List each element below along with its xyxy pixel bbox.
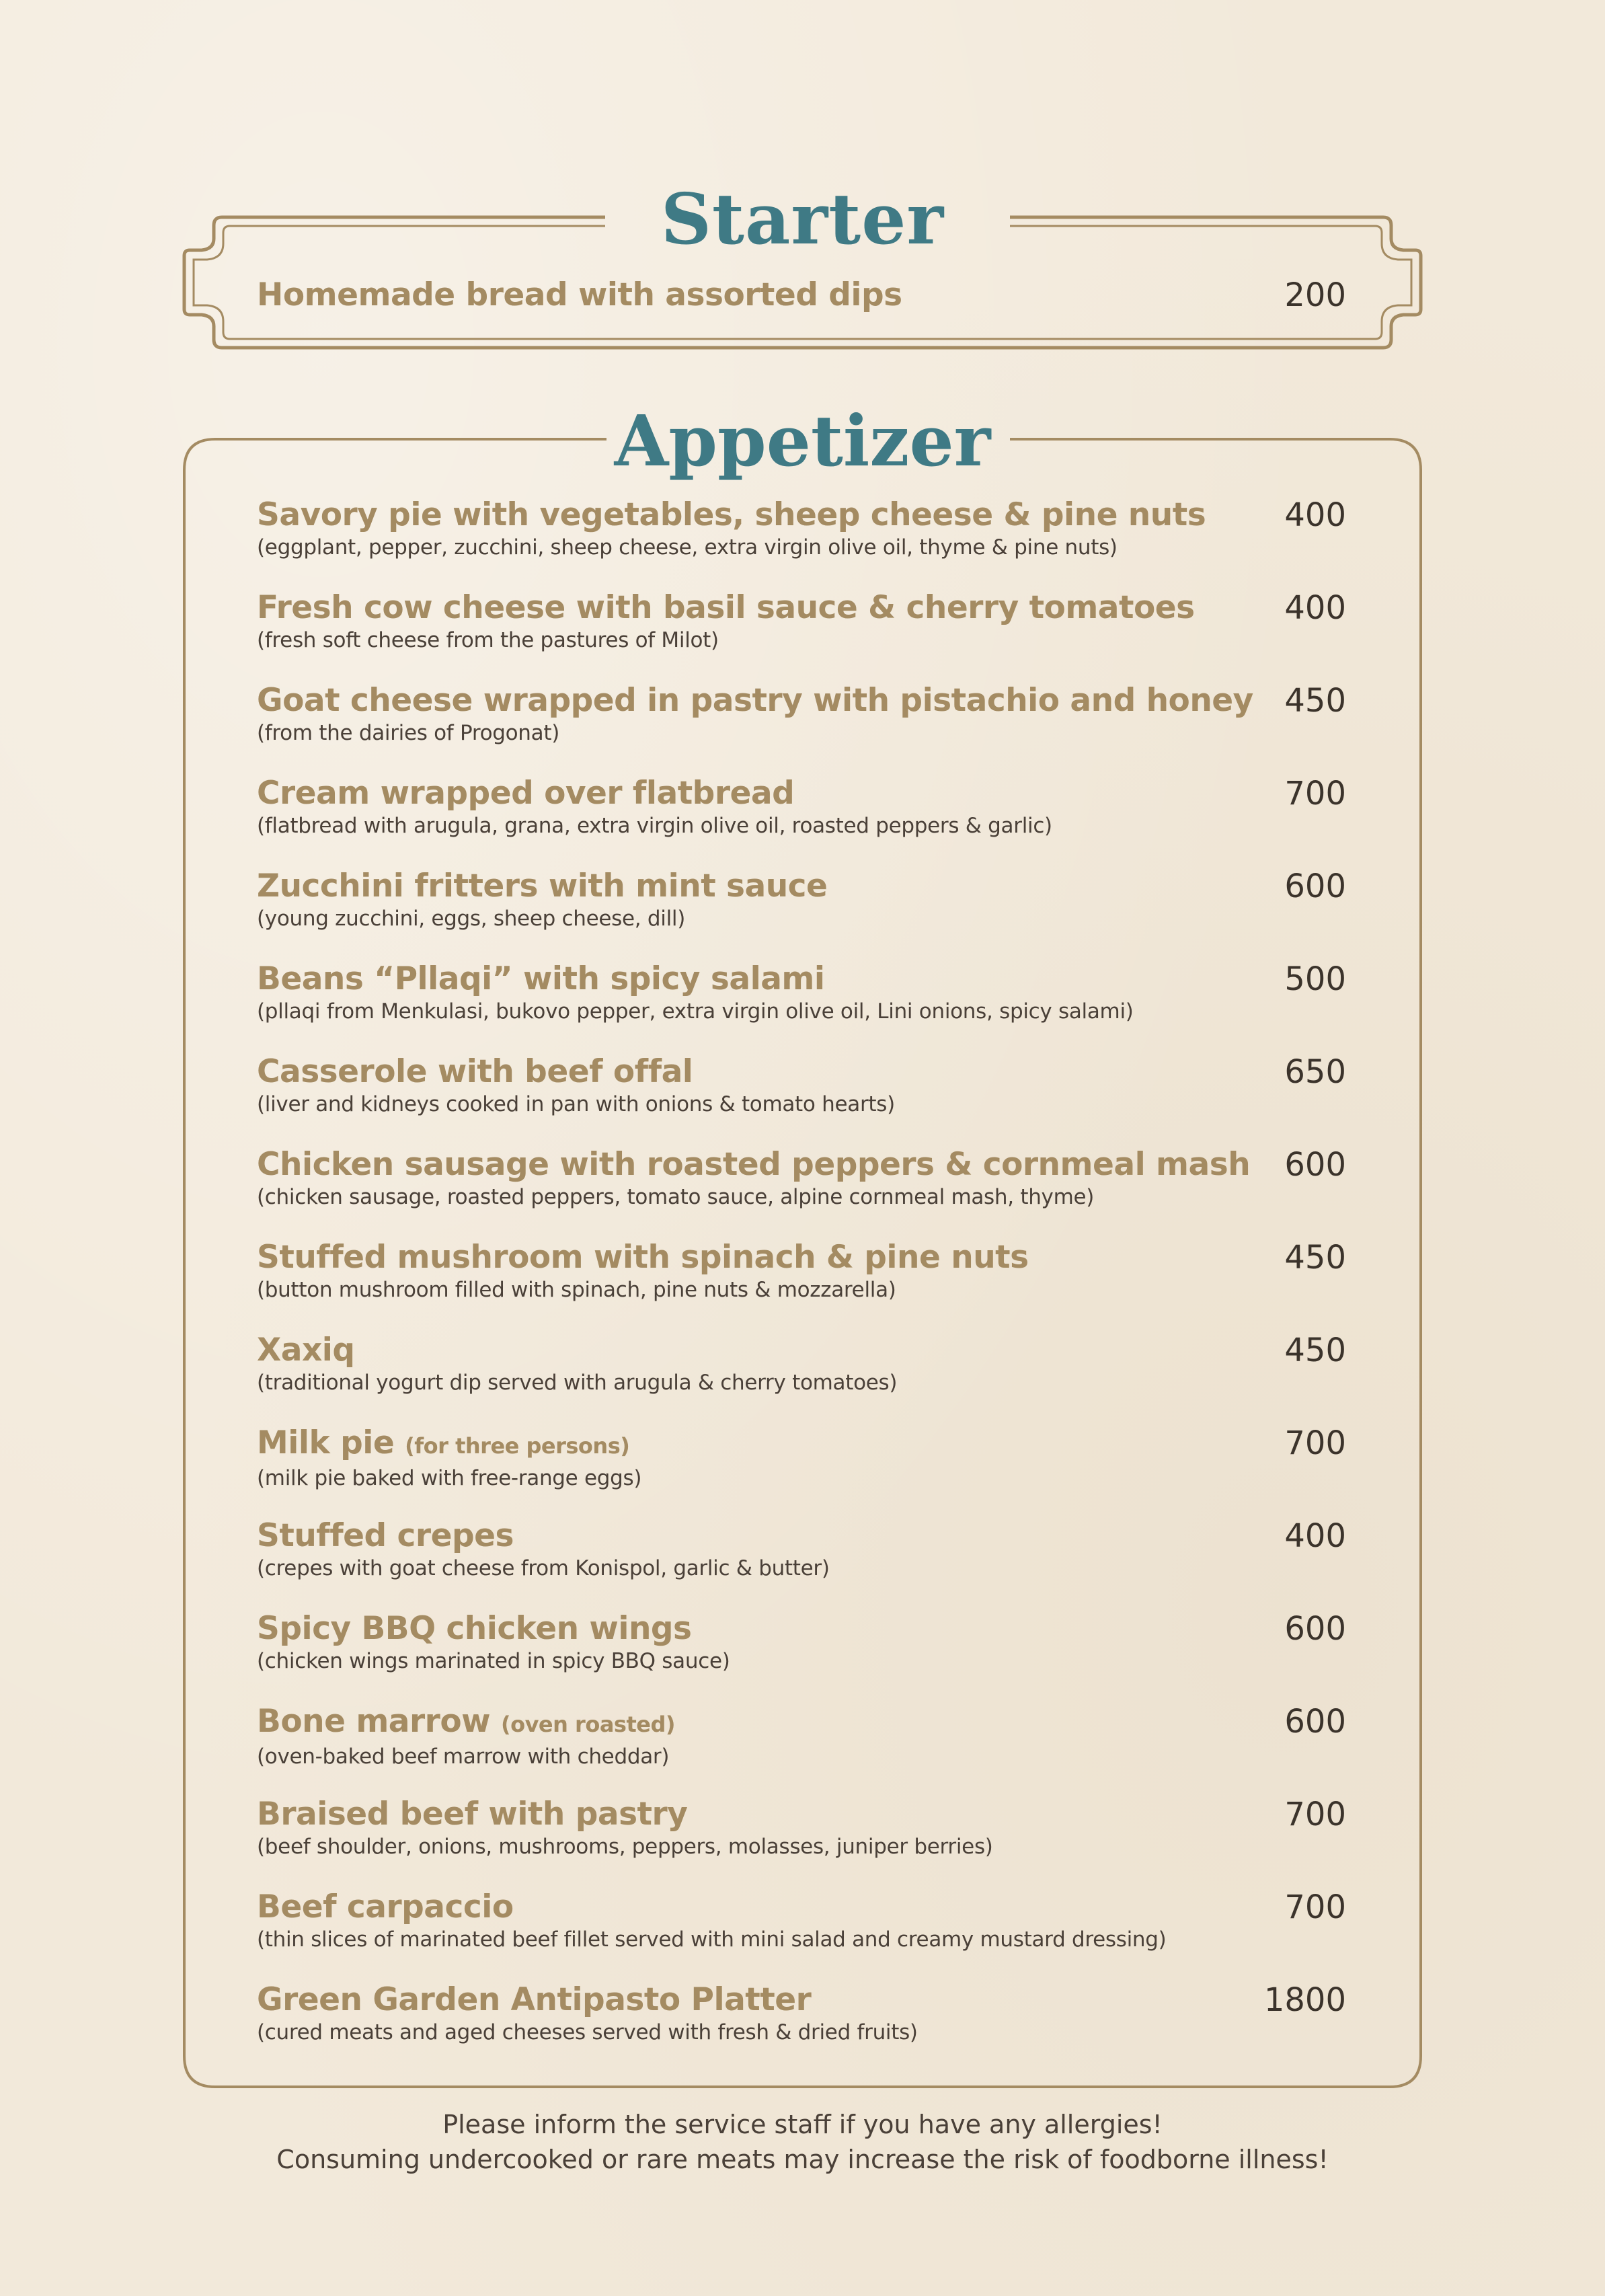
menu-item — [257, 1332, 1346, 1396]
dish-name: Casserole with beef offal — [257, 1053, 693, 1090]
menu-item — [257, 276, 1346, 314]
dish-description: (cured meats and aged cheeses served with fresh & dried fruits) — [257, 2020, 918, 2044]
dish-price: 450 — [1284, 1332, 1346, 1369]
dish-description: (traditional yogurt dip served with arugula & cherry tomatoes) — [257, 1371, 898, 1395]
dish-note: (oven roasted) — [500, 1712, 675, 1737]
dish-description: (flatbread with arugula, grana, extra virgin olive oil, roasted peppers & garlic) — [257, 814, 1052, 838]
dish-description: (young zucchini, eggs, sheep cheese, dill) — [257, 907, 686, 931]
dish-name: Beef carpaccio — [257, 1888, 514, 1925]
dish-description: (milk pie baked with free-range eggs) — [257, 1466, 642, 1490]
dish-description: (from the dairies of Progonat) — [257, 721, 559, 745]
menu-item — [257, 1610, 1346, 1675]
dish-name: Cream wrapped over flatbread — [257, 775, 795, 812]
dish-price: 1800 — [1263, 1981, 1346, 2019]
dish-description: (chicken wings marinated in spicy BBQ sauce) — [257, 1649, 730, 1673]
dish-price: 600 — [1284, 868, 1346, 905]
dish-price: 500 — [1284, 960, 1346, 998]
dish-name: Zucchini fritters with mint sauce — [257, 868, 828, 905]
menu-item — [257, 1239, 1346, 1303]
dish-description: (crepes with goat cheese from Konispol, garlic & butter) — [257, 1556, 830, 1580]
dish-name: Savory pie with vegetables, sheep cheese & pine nuts — [257, 496, 1206, 533]
dish-name: Stuffed crepes — [257, 1517, 514, 1554]
dish-price: 450 — [1284, 682, 1346, 720]
dish-name: Chicken sausage with roasted peppers & cornmeal mash — [257, 1146, 1251, 1183]
dish-price: 400 — [1284, 1517, 1346, 1555]
dish-price: 400 — [1284, 589, 1346, 627]
dish-price: 400 — [1284, 496, 1346, 534]
menu-item — [257, 1517, 1346, 1582]
menu-item — [257, 775, 1346, 839]
menu-item — [257, 1146, 1346, 1211]
dish-name: Fresh cow cheese with basil sauce & cherry tomatoes — [257, 589, 1195, 626]
dish-name — [257, 1424, 1346, 1465]
dish-name: Xaxiq — [257, 1332, 355, 1369]
menu-item — [257, 868, 1346, 932]
dish-name: Braised beef with pastry — [257, 1796, 688, 1833]
menu-item — [257, 1703, 1346, 1770]
dish-description: (pllaqi from Menkulasi, bukovo pepper, extra virgin olive oil, Lini onions, spicy salami) — [257, 999, 1134, 1024]
dish-name: Goat cheese wrapped in pastry with pistachio and honey — [257, 682, 1253, 719]
dish-name: Green Garden Antipasto Platter — [257, 1981, 812, 2018]
dish-description: (fresh soft cheese from the pastures of Milot) — [257, 628, 719, 652]
dish-price: 700 — [1284, 1888, 1346, 1926]
dish-name — [257, 1703, 1346, 1743]
menu-item — [257, 589, 1346, 654]
dish-name: Homemade bread with assorted dips — [257, 276, 902, 313]
dish-price: 700 — [1284, 1424, 1346, 1462]
dish-price: 600 — [1284, 1146, 1346, 1184]
appetizer-title: Appetizer — [614, 399, 991, 482]
dish-price: 200 — [1284, 276, 1346, 314]
menu-item — [257, 1981, 1346, 2046]
dish-description: (beef shoulder, onions, mushrooms, peppers, molasses, juniper berries) — [257, 1835, 993, 1859]
dish-price: 600 — [1284, 1610, 1346, 1648]
menu-item — [257, 1796, 1346, 1860]
dish-description: (chicken sausage, roasted peppers, tomato sauce, alpine cornmeal mash, thyme) — [257, 1185, 1095, 1209]
allergy-notice: Please inform the service staff if you have any allergies! — [442, 2110, 1163, 2139]
dish-description: (oven-baked beef marrow with cheddar) — [257, 1745, 670, 1769]
dish-name: Beans “Pllaqi” with spicy salami — [257, 960, 825, 997]
dish-description: (button mushroom filled with spinach, pine nuts & mozzarella) — [257, 1278, 896, 1302]
dish-name-text: Bone marrow — [257, 1703, 491, 1740]
menu-item — [257, 1888, 1346, 1953]
menu-item — [257, 960, 1346, 1025]
dish-note: (for three persons) — [405, 1433, 630, 1459]
dish-price: 700 — [1284, 1796, 1346, 1833]
dish-name: Spicy BBQ chicken wings — [257, 1610, 692, 1647]
dish-description: (eggplant, pepper, zucchini, sheep cheese, extra virgin olive oil, thyme & pine nuts) — [257, 535, 1118, 560]
menu-item — [257, 1424, 1346, 1492]
dish-description: (thin slices of marinated beef fillet served with mini salad and creamy mustard dressing) — [257, 1927, 1167, 1952]
dish-name: Stuffed mushroom with spinach & pine nuts — [257, 1239, 1029, 1276]
menu-item — [257, 496, 1346, 561]
starter-title: Starter — [660, 178, 945, 260]
dish-price: 650 — [1284, 1053, 1346, 1091]
dish-name-text: Milk pie — [257, 1424, 395, 1461]
dish-price: 450 — [1284, 1239, 1346, 1276]
dish-description: (liver and kidneys cooked in pan with onions & tomato hearts) — [257, 1092, 895, 1116]
dish-price: 700 — [1284, 775, 1346, 812]
meat-warning: Consuming undercooked or rare meats may increase the risk of foodborne illness! — [276, 2145, 1329, 2174]
menu-item — [257, 1053, 1346, 1118]
menu-item — [257, 682, 1346, 747]
dish-price: 600 — [1284, 1703, 1346, 1740]
